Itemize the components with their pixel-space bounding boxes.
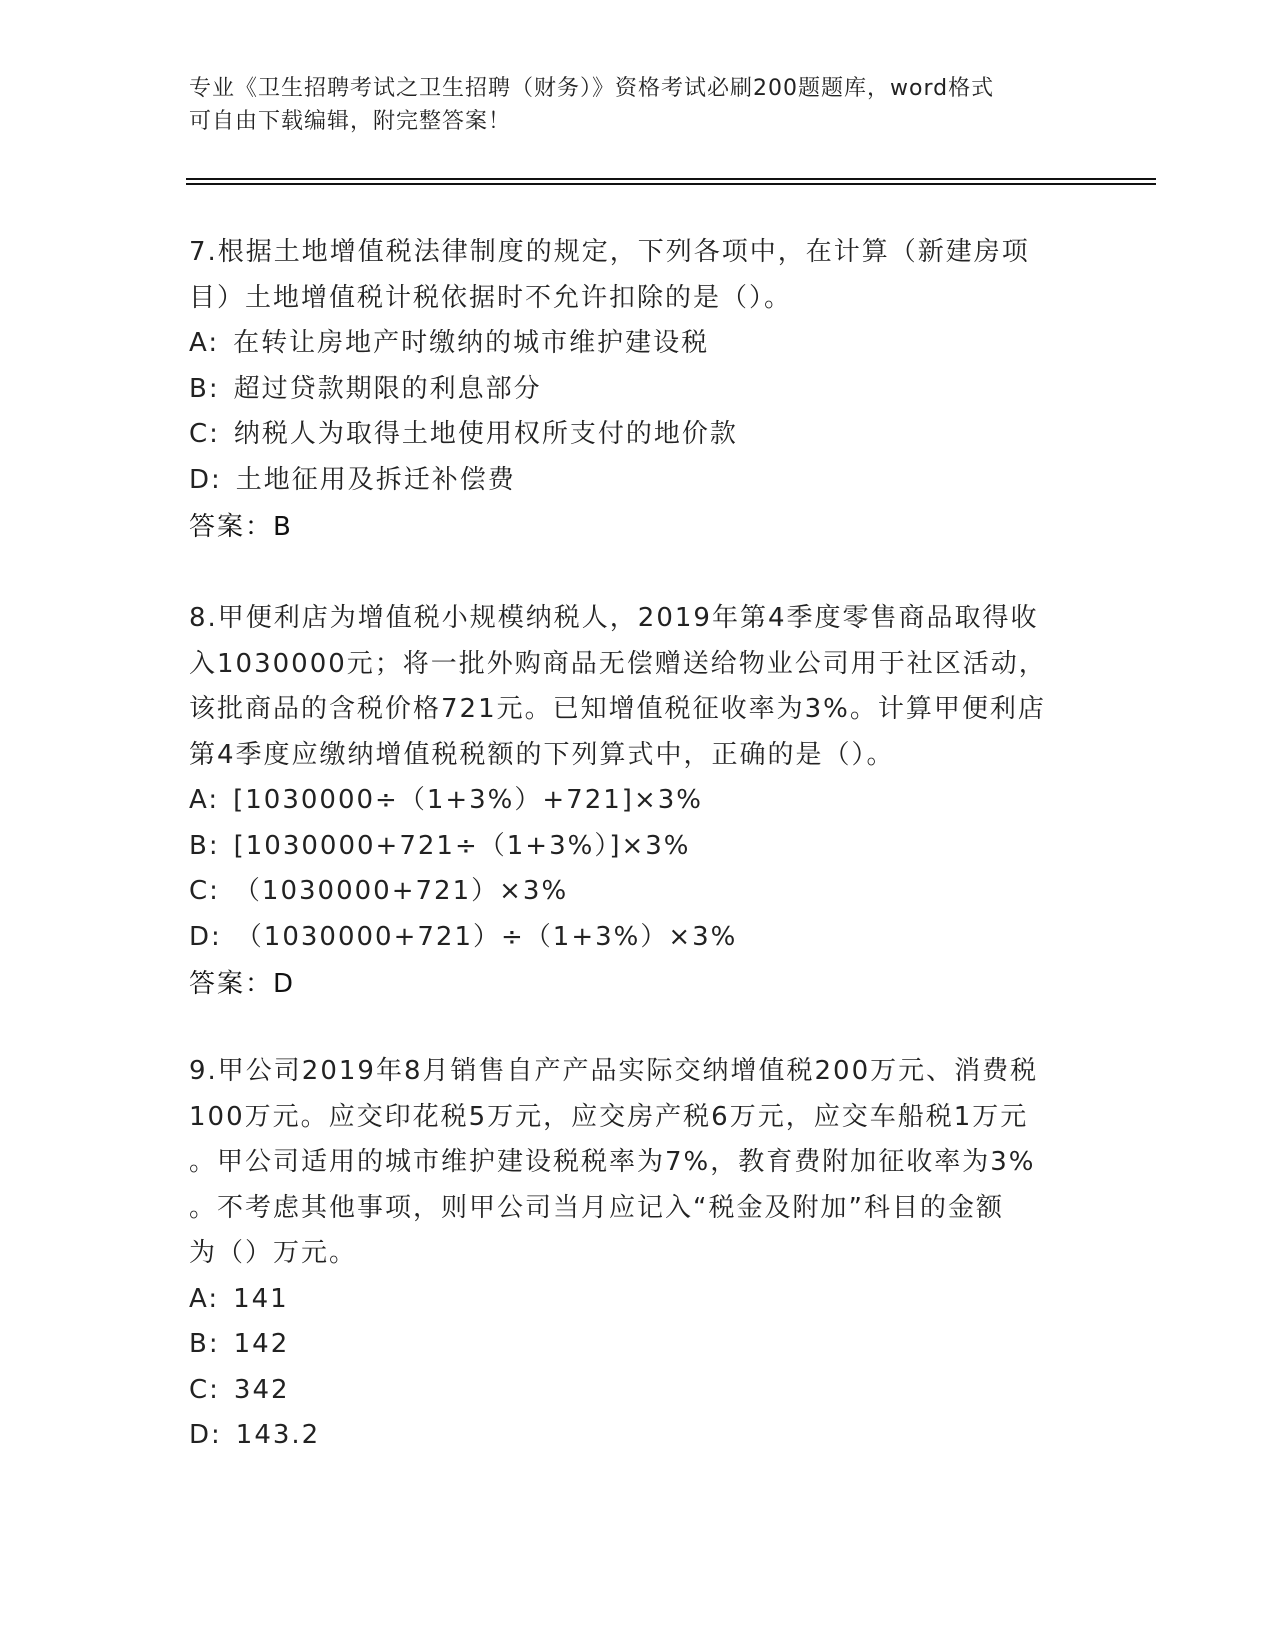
option-letter: C: <box>189 1374 220 1405</box>
question-9-line-1: 9.甲公司2019年8月销售自产产品实际交纳增值税200万元、消费税 <box>189 1056 1039 1086</box>
question-7-option-b <box>189 367 1079 413</box>
option-letter: B: <box>189 1329 220 1359</box>
option-text: 超过贷款期限的利息部分 <box>233 373 542 404</box>
question-7-option-c <box>189 412 1079 458</box>
option-letter: C: <box>189 419 220 449</box>
question-8-option-c <box>189 869 1079 915</box>
question-8-line-1: 8.甲便利店为增值税小规模纳税人，2019年第4季度零售商品取得收 <box>189 603 1039 633</box>
header-rule-top <box>186 178 1156 180</box>
option-text: 141 <box>233 1283 289 1314</box>
question-8-answer: 答案：D <box>189 969 296 999</box>
option-text: 纳税人为取得土地使用权所支付的地价款 <box>233 419 738 449</box>
option-text: [1030000+721÷（1+3%）]×3% <box>233 830 691 861</box>
question-9-option-a <box>189 1277 1079 1323</box>
option-letter: A: <box>189 785 220 815</box>
option-letter: A: <box>189 328 220 358</box>
option-text: [1030000÷（1+3%）+721]×3% <box>233 785 703 815</box>
option-text: 342 <box>233 1374 290 1405</box>
option-text: （1030000+721）×3% <box>233 876 569 906</box>
question-7-line-1: 7.根据土地增值税法律制度的规定，下列各项中，在计算（新建房项 <box>189 237 1030 267</box>
question-8-option-b <box>189 824 1079 870</box>
question-9 <box>189 1049 1079 1459</box>
question-7-option-d <box>189 458 1079 504</box>
question-9-line-2: 100万元。应交印花税5万元，应交房产税6万元，应交车船税1万元 <box>189 1101 1029 1132</box>
question-8-line-4: 第4季度应缴纳增值税税额的下列算式中，正确的是（）。 <box>189 739 895 770</box>
question-9-line-4: 。不考虑其他事项，则甲公司当月应记入“税金及附加”科目的金额 <box>189 1192 1004 1223</box>
option-text: 土地征用及拆迁补偿费 <box>235 464 516 495</box>
option-text: 142 <box>233 1329 290 1359</box>
question-8-line-3: 该批商品的含税价格721元。已知增值税征收率为3%。计算甲便利店 <box>189 694 1046 724</box>
option-text: 在转让房地产时缴纳的城市维护建设税 <box>233 328 710 358</box>
option-text: （1030000+721）÷（1+3%）×3% <box>235 921 738 952</box>
header-line-1: 专业《卫生招聘考试之卫生招聘（财务）》资格考试必刷200题题库，word格式 <box>189 76 995 101</box>
question-9-line-3: 。甲公司适用的城市维护建设税税率为7%，教育费附加征收率为3% <box>189 1147 1036 1177</box>
option-letter: A: <box>189 1283 220 1314</box>
question-9-option-c <box>189 1368 1079 1414</box>
option-text: 143.2 <box>235 1420 321 1450</box>
question-9-line-5: 为（）万元。 <box>189 1238 358 1268</box>
question-7-line-2: 目）土地增值税计税依据时不允许扣除的是（）。 <box>189 282 793 313</box>
question-9-option-b <box>189 1322 1079 1368</box>
option-letter: C: <box>189 876 220 906</box>
option-letter: D: <box>189 1420 222 1450</box>
option-letter: B: <box>189 830 220 861</box>
question-7-answer: 答案：B <box>189 512 293 542</box>
question-8-line-2: 入1030000元；将一批外购商品无偿赠送给物业公司用于社区活动， <box>189 648 1047 679</box>
option-letter: D: <box>189 921 222 952</box>
question-9-option-d <box>189 1413 1079 1459</box>
header-line-2: 可自由下载编辑，附完整答案！ <box>189 109 512 134</box>
question-7 <box>189 230 1079 550</box>
header-rule-bottom <box>186 183 1156 185</box>
option-letter: B: <box>189 373 220 404</box>
question-8-option-a <box>189 778 1079 824</box>
document-header <box>189 72 1089 138</box>
question-8 <box>189 596 1079 1007</box>
option-letter: D: <box>189 464 222 495</box>
question-8-option-d <box>189 915 1079 961</box>
question-7-option-a <box>189 321 1079 367</box>
